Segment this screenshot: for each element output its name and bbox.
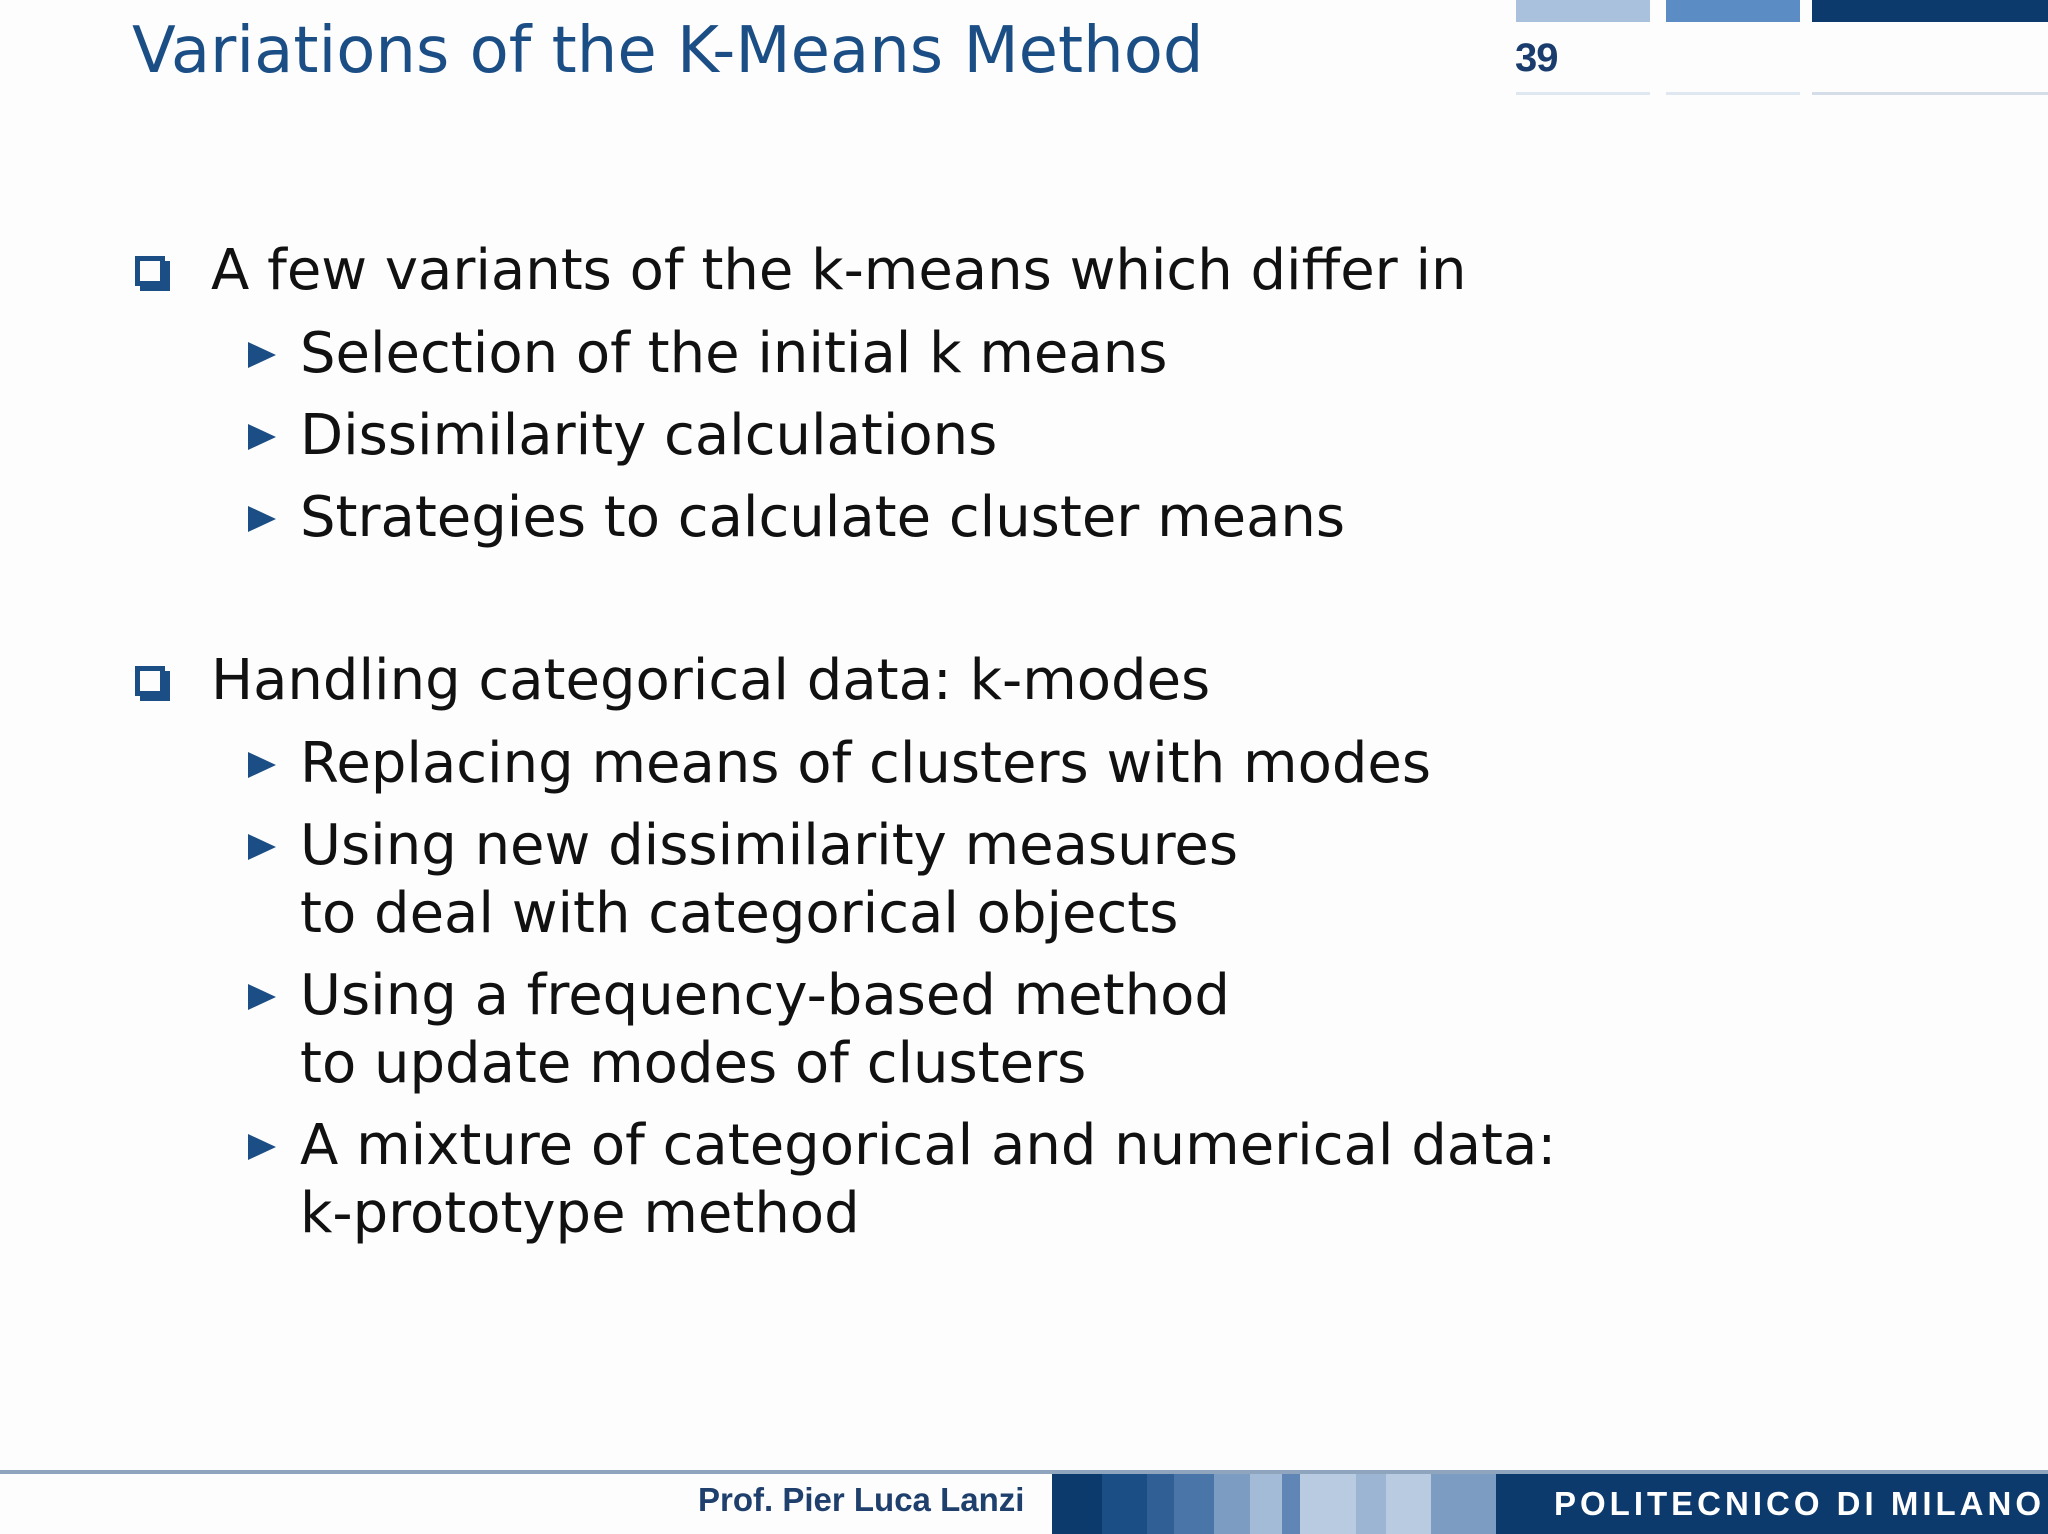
footer-institution: POLITECNICO DI MILANO (1554, 1485, 2045, 1522)
header-line-1 (1516, 92, 1650, 95)
sub-bullet-text: to deal with categorical objects (300, 881, 1179, 946)
footer-stripe (1300, 1474, 1356, 1534)
sub-bullet-text: Using a frequency-based method (300, 963, 1230, 1028)
sub-bullet-text: Dissimilarity calculations (300, 403, 998, 468)
triangle-right-icon (248, 834, 276, 860)
sub-bullet-text: Strategies to calculate cluster means (300, 485, 1346, 550)
footer-author: Prof. Pier Luca Lanzi (698, 1481, 1025, 1518)
footer-stripe (1052, 1474, 1102, 1534)
sub-bullet-text: k-prototype method (300, 1181, 860, 1246)
checkbox-square-icon (135, 256, 165, 286)
header-line-3 (1812, 92, 2048, 95)
footer-stripe (1214, 1474, 1250, 1534)
footer-stripe (1174, 1474, 1214, 1534)
triangle-right-icon (248, 506, 276, 532)
footer-stripe (1147, 1474, 1174, 1534)
sub-bullet-text: A mixture of categorical and numerical data: (300, 1113, 1557, 1178)
checkbox-square-icon (135, 666, 165, 696)
slide-title: Variations of the K-Means Method (132, 14, 1204, 88)
header-line-2 (1666, 92, 1800, 95)
triangle-right-icon (248, 1134, 276, 1160)
header-block-light (1516, 0, 1650, 22)
header-block-mid (1666, 0, 1800, 22)
slide-number: 39 (1515, 36, 1558, 80)
sub-bullet-text: Selection of the initial k means (300, 321, 1168, 386)
footer-stripe (1356, 1474, 1387, 1534)
footer-stripe (1250, 1474, 1282, 1534)
footer-stripe (1431, 1474, 1496, 1534)
sub-bullet-text: Using new dissimilarity measures (300, 813, 1238, 878)
footer-stripe (1386, 1474, 1431, 1534)
header-block-dark (1812, 0, 2048, 22)
bullet-text: A few variants of the k-means which differ in (211, 238, 1467, 303)
footer-stripe (1102, 1474, 1147, 1534)
triangle-right-icon (248, 342, 276, 368)
sub-bullet-text: Replacing means of clusters with modes (300, 731, 1432, 796)
sub-bullet-text: to update modes of clusters (300, 1031, 1087, 1096)
footer-stripe (1282, 1474, 1300, 1534)
footer-stripes (1052, 1474, 1496, 1534)
triangle-right-icon (248, 752, 276, 778)
triangle-right-icon (248, 984, 276, 1010)
bullet-text: Handling categorical data: k-modes (211, 648, 1211, 713)
triangle-right-icon (248, 424, 276, 450)
